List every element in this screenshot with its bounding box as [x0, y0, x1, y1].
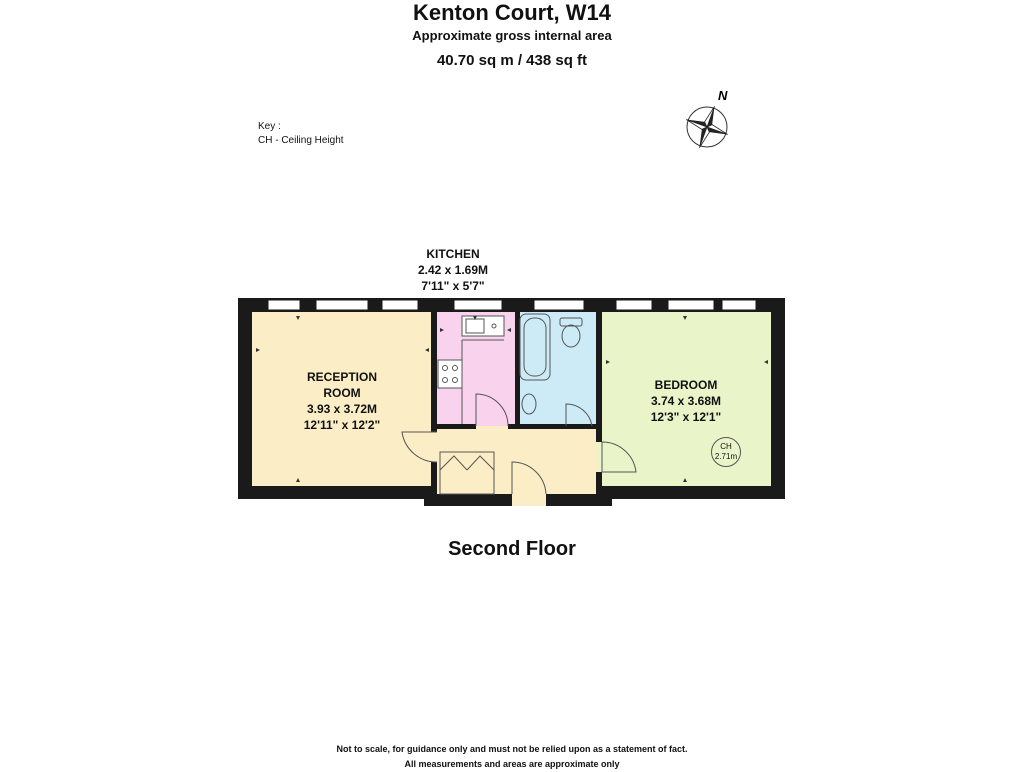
kitchen-imperial: 7'11" x 5'7" — [421, 279, 485, 293]
bathroom-area — [518, 312, 598, 426]
area-value: 40.70 sq m / 438 sq ft — [436, 52, 588, 69]
bedroom-imperial: 12'3" x 12'1" — [650, 410, 722, 424]
bedroom-label — [626, 377, 746, 425]
reception-metric: 3.93 x 3.72M — [306, 402, 378, 416]
reception-room-label — [282, 369, 402, 433]
floor-name: Second Floor — [448, 538, 576, 560]
area-caption: Approximate gross internal area — [412, 28, 612, 43]
disclaimer-line1: Not to scale, for guidance only and must not be relied upon as a statement of fact. — [336, 744, 688, 754]
ceiling-height-label: CH — [720, 442, 732, 451]
kitchen-label — [398, 246, 508, 294]
north-label: N — [718, 88, 728, 103]
kitchen-metric: 2.42 x 1.69M — [417, 263, 489, 277]
key-heading: Key : — [258, 121, 281, 132]
reception-name-line2: ROOM — [323, 386, 361, 400]
kitchen-name: KITCHEN — [426, 247, 480, 261]
property-title: Kenton Court, W14 — [413, 0, 611, 25]
ceiling-height-value: 2.71m — [714, 452, 738, 461]
ceiling-height-badge — [711, 437, 741, 467]
bedroom-metric: 3.74 x 3.68M — [650, 394, 722, 408]
bedroom-name: BEDROOM — [654, 378, 718, 392]
disclaimer-line2: All measurements and areas are approximate only — [404, 759, 620, 769]
reception-imperial: 12'11" x 12'2" — [303, 418, 381, 432]
entrance-area — [512, 494, 546, 506]
reception-name-line1: RECEPTION — [306, 370, 377, 384]
key-item-ceiling-height: CH - Ceiling Height — [258, 135, 344, 146]
